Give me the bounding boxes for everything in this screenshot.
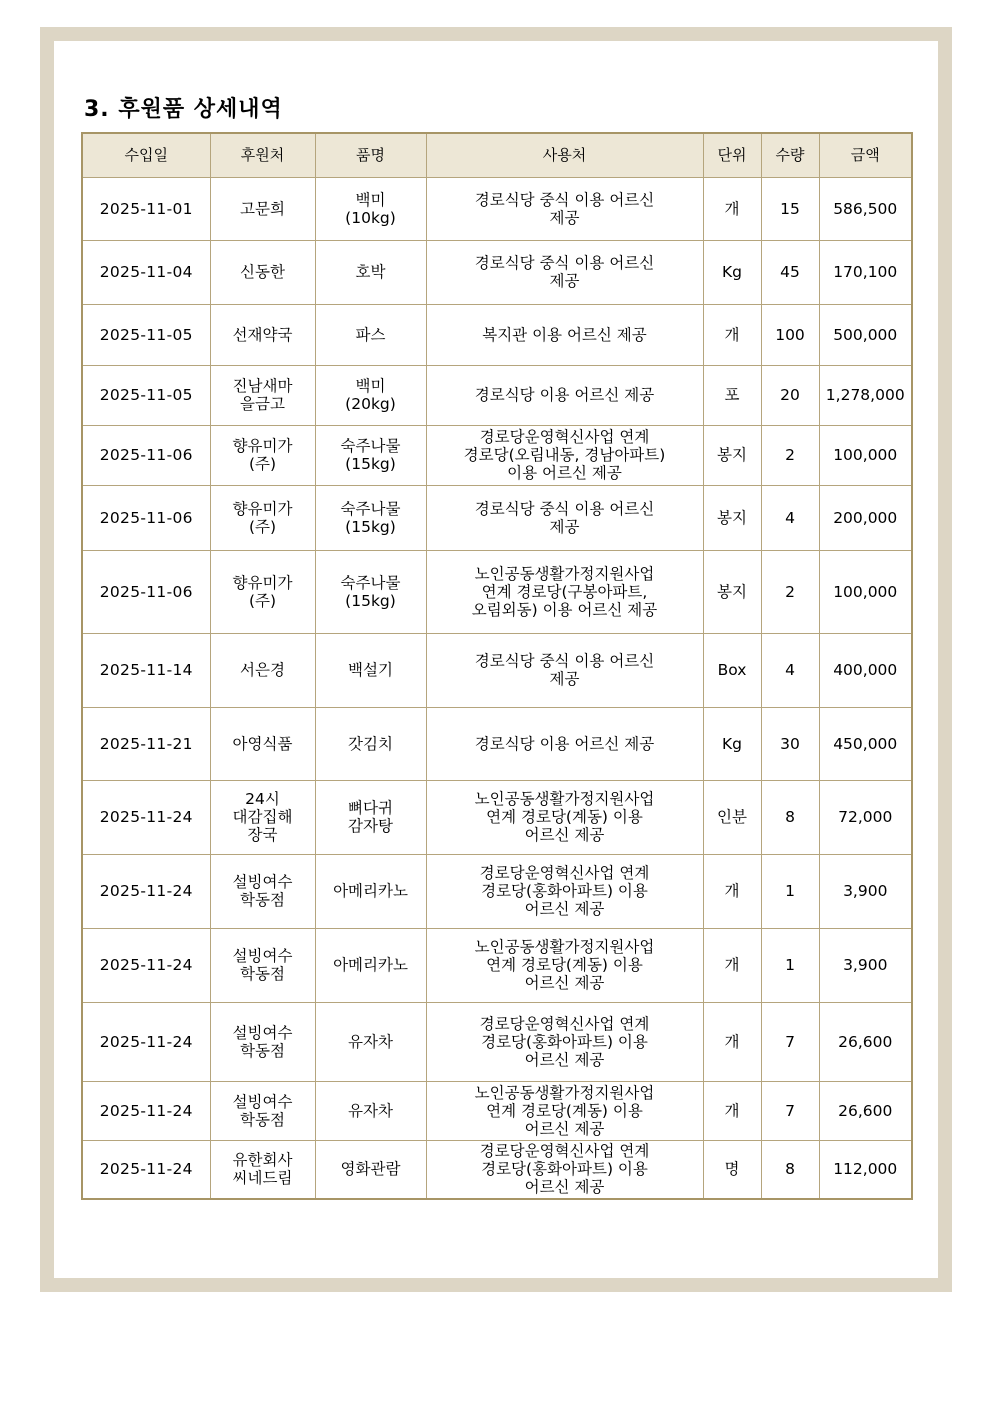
unit-cell: 개 <box>703 854 761 928</box>
donor-cell: 향유미가 (주) <box>210 550 315 633</box>
item-cell: 영화관람 <box>315 1140 426 1199</box>
donor-cell: 선재약국 <box>210 304 315 365</box>
unit-cell: Box <box>703 633 761 707</box>
header-amount: 금액 <box>819 133 912 177</box>
item-cell: 백미 (20kg) <box>315 365 426 425</box>
usage-cell: 경로당운영혁신사업 연계 경로당(홍화아파트) 이용 어르신 제공 <box>426 1140 703 1199</box>
date-cell: 2025-11-14 <box>82 633 210 707</box>
donor-cell: 향유미가 (주) <box>210 425 315 485</box>
qty-cell: 45 <box>761 240 819 304</box>
item-cell: 백미 (10kg) <box>315 177 426 240</box>
donor-cell: 진남새마 을금고 <box>210 365 315 425</box>
table-row <box>82 550 912 633</box>
donor-cell: 설빙여수 학동점 <box>210 1081 315 1140</box>
header-date: 수입일 <box>82 133 210 177</box>
table-row <box>82 1081 912 1140</box>
unit-cell: 개 <box>703 1002 761 1081</box>
unit-cell: 봉지 <box>703 550 761 633</box>
table-body <box>82 177 912 1199</box>
qty-cell: 15 <box>761 177 819 240</box>
date-cell: 2025-11-06 <box>82 425 210 485</box>
unit-cell: Kg <box>703 707 761 780</box>
donor-cell: 설빙여수 학동점 <box>210 854 315 928</box>
qty-cell: 1 <box>761 854 819 928</box>
amount-cell: 100,000 <box>819 425 912 485</box>
amount-cell: 450,000 <box>819 707 912 780</box>
table-row <box>82 240 912 304</box>
table-row <box>82 425 912 485</box>
header-row <box>82 133 912 177</box>
unit-cell: 개 <box>703 177 761 240</box>
date-cell: 2025-11-24 <box>82 780 210 854</box>
donor-cell: 향유미가 (주) <box>210 485 315 550</box>
item-cell: 아메리카노 <box>315 854 426 928</box>
date-cell: 2025-11-06 <box>82 485 210 550</box>
amount-cell: 3,900 <box>819 854 912 928</box>
donor-cell: 서은경 <box>210 633 315 707</box>
qty-cell: 7 <box>761 1002 819 1081</box>
usage-cell: 경로당운영혁신사업 연계 경로당(홍화아파트) 이용 어르신 제공 <box>426 1002 703 1081</box>
qty-cell: 20 <box>761 365 819 425</box>
header-qty: 수량 <box>761 133 819 177</box>
date-cell: 2025-11-21 <box>82 707 210 780</box>
qty-cell: 8 <box>761 1140 819 1199</box>
qty-cell: 100 <box>761 304 819 365</box>
table-row <box>82 177 912 240</box>
qty-cell: 2 <box>761 550 819 633</box>
amount-cell: 200,000 <box>819 485 912 550</box>
amount-cell: 170,100 <box>819 240 912 304</box>
unit-cell: 개 <box>703 928 761 1002</box>
unit-cell: 포 <box>703 365 761 425</box>
header-unit: 단위 <box>703 133 761 177</box>
table-row <box>82 1002 912 1081</box>
donor-cell: 설빙여수 학동점 <box>210 928 315 1002</box>
date-cell: 2025-11-04 <box>82 240 210 304</box>
donation-table <box>81 132 913 1200</box>
donor-cell: 설빙여수 학동점 <box>210 1002 315 1081</box>
item-cell: 백설기 <box>315 633 426 707</box>
unit-cell: 인분 <box>703 780 761 854</box>
unit-cell: Kg <box>703 240 761 304</box>
qty-cell: 1 <box>761 928 819 1002</box>
date-cell: 2025-11-05 <box>82 304 210 365</box>
item-cell: 유자차 <box>315 1002 426 1081</box>
item-cell: 뼈다귀 감자탕 <box>315 780 426 854</box>
usage-cell: 복지관 이용 어르신 제공 <box>426 304 703 365</box>
usage-cell: 노인공동생활가정지원사업 연계 경로당(계동) 이용 어르신 제공 <box>426 928 703 1002</box>
unit-cell: 개 <box>703 1081 761 1140</box>
date-cell: 2025-11-24 <box>82 1140 210 1199</box>
amount-cell: 72,000 <box>819 780 912 854</box>
amount-cell: 586,500 <box>819 177 912 240</box>
header-donor: 후원처 <box>210 133 315 177</box>
item-cell: 파스 <box>315 304 426 365</box>
qty-cell: 4 <box>761 485 819 550</box>
donor-cell: 아영식품 <box>210 707 315 780</box>
item-cell: 갓김치 <box>315 707 426 780</box>
donor-cell: 고문희 <box>210 177 315 240</box>
item-cell: 숙주나물 (15kg) <box>315 550 426 633</box>
unit-cell: 봉지 <box>703 485 761 550</box>
usage-cell: 경로식당 중식 이용 어르신 제공 <box>426 633 703 707</box>
date-cell: 2025-11-05 <box>82 365 210 425</box>
date-cell: 2025-11-24 <box>82 1081 210 1140</box>
date-cell: 2025-11-06 <box>82 550 210 633</box>
table-row <box>82 365 912 425</box>
usage-cell: 경로식당 이용 어르신 제공 <box>426 707 703 780</box>
qty-cell: 4 <box>761 633 819 707</box>
item-cell: 아메리카노 <box>315 928 426 1002</box>
table-row <box>82 485 912 550</box>
usage-cell: 경로식당 중식 이용 어르신 제공 <box>426 240 703 304</box>
unit-cell: 개 <box>703 304 761 365</box>
table-row <box>82 707 912 780</box>
unit-cell: 봉지 <box>703 425 761 485</box>
donor-cell: 유한회사 씨네드림 <box>210 1140 315 1199</box>
item-cell: 숙주나물 (15kg) <box>315 425 426 485</box>
usage-cell: 경로식당 중식 이용 어르신 제공 <box>426 177 703 240</box>
table-row <box>82 1140 912 1199</box>
donor-cell: 신동한 <box>210 240 315 304</box>
amount-cell: 400,000 <box>819 633 912 707</box>
usage-cell: 노인공동생활가정지원사업 연계 경로당(계동) 이용 어르신 제공 <box>426 1081 703 1140</box>
header-usage: 사용처 <box>426 133 703 177</box>
table-row <box>82 854 912 928</box>
date-cell: 2025-11-24 <box>82 854 210 928</box>
usage-cell: 노인공동생활가정지원사업 연계 경로당(구봉아파트, 오림외동) 이용 어르신 제공 <box>426 550 703 633</box>
table-row <box>82 633 912 707</box>
date-cell: 2025-11-24 <box>82 928 210 1002</box>
item-cell: 숙주나물 (15kg) <box>315 485 426 550</box>
unit-cell: 명 <box>703 1140 761 1199</box>
date-cell: 2025-11-24 <box>82 1002 210 1081</box>
qty-cell: 2 <box>761 425 819 485</box>
amount-cell: 112,000 <box>819 1140 912 1199</box>
usage-cell: 경로식당 이용 어르신 제공 <box>426 365 703 425</box>
qty-cell: 30 <box>761 707 819 780</box>
amount-cell: 500,000 <box>819 304 912 365</box>
table-row <box>82 780 912 854</box>
item-cell: 호박 <box>315 240 426 304</box>
qty-cell: 7 <box>761 1081 819 1140</box>
donor-cell: 24시 대감집해 장국 <box>210 780 315 854</box>
table-row <box>82 304 912 365</box>
amount-cell: 100,000 <box>819 550 912 633</box>
amount-cell: 1,278,000 <box>819 365 912 425</box>
amount-cell: 26,600 <box>819 1081 912 1140</box>
date-cell: 2025-11-01 <box>82 177 210 240</box>
amount-cell: 3,900 <box>819 928 912 1002</box>
usage-cell: 경로당운영혁신사업 연계 경로당(홍화아파트) 이용 어르신 제공 <box>426 854 703 928</box>
usage-cell: 경로식당 중식 이용 어르신 제공 <box>426 485 703 550</box>
table-row <box>82 928 912 1002</box>
usage-cell: 노인공동생활가정지원사업 연계 경로당(계동) 이용 어르신 제공 <box>426 780 703 854</box>
section-title: 3. 후원품 상세내역 <box>84 97 283 122</box>
usage-cell: 경로당운영혁신사업 연계 경로당(오림내동, 경남아파트) 이용 어르신 제공 <box>426 425 703 485</box>
amount-cell: 26,600 <box>819 1002 912 1081</box>
header-item: 품명 <box>315 133 426 177</box>
qty-cell: 8 <box>761 780 819 854</box>
item-cell: 유자차 <box>315 1081 426 1140</box>
